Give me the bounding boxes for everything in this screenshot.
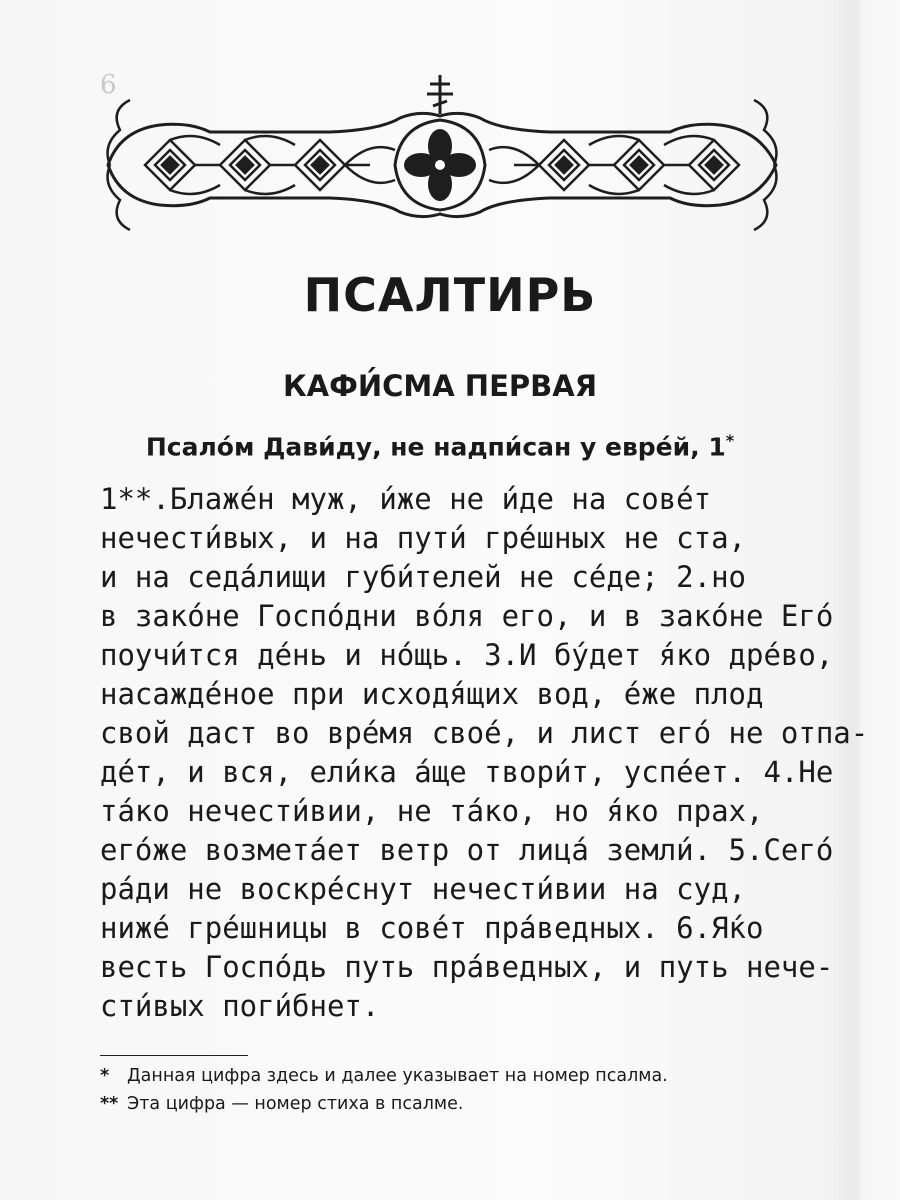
psalm-text [100, 480, 869, 1026]
verse-line: де́т, и вся, ели́ка а́ще твори́т, успе́ет. 4.Не [100, 755, 834, 789]
footnotes [100, 1062, 800, 1118]
psalm-heading-text: Псало́м Дави́ду, не надпи́сан у евре́й, 1 [145, 432, 726, 462]
psalm-footnote-mark: * [725, 431, 735, 450]
verse-line: ра́ди не воскре́снут нечести́вии на суд, [100, 872, 747, 906]
psalm-heading [0, 431, 880, 461]
footnote-separator [100, 1055, 248, 1056]
verse-line: и на седа́лищи губи́телей не се́де; 2.но [100, 560, 747, 594]
verse-line: весть Госпо́дь путь пра́ведных, и путь нече- [100, 950, 834, 984]
footnote-text: Данная цифра здесь и далее указывает на номер псалма. [127, 1066, 668, 1086]
footnote [100, 1090, 800, 1118]
verse-line: нечести́вых, и на пути́ гре́шных не ста, [100, 521, 747, 555]
kathisma-heading: КАФИ́СМА ПЕРВАЯ [282, 369, 598, 403]
footnote [100, 1062, 800, 1090]
verse-line: ниже́ гре́шницы в сове́т пра́ведных. 6.Я́ко [100, 911, 764, 945]
verse-line: его́же возмета́ет ветр от лица́ земли́. 5.Сего́ [100, 833, 834, 867]
verse-line: поучи́тся де́нь и но́щь. 3.И бу́дет я́ко дре́во, [100, 638, 834, 672]
verse-line: насажде́ное при исходя́щих вод, е́же плод [100, 677, 764, 711]
verse-line: сти́вых поги́бнет. [100, 989, 380, 1023]
verse-line: свой даст во вре́мя свое́, и лист его́ не отпа- [100, 716, 869, 750]
footnote-text: Эта цифра — номер стиха в псалме. [127, 1094, 464, 1114]
footnote-mark: ** [100, 1094, 119, 1114]
verse-line: 1**.Блаже́н муж, и́же не и́де на сове́т [100, 482, 712, 516]
page-number: 6 [100, 70, 117, 100]
verse-line: та́ко нечести́вии, не та́ко, но я́ко прах, [100, 794, 764, 828]
book-title: ПСАЛТИРЬ [303, 268, 597, 322]
cross-icon [427, 75, 453, 114]
footnote-mark: * [100, 1066, 110, 1086]
verse-line: в зако́не Госпо́дни во́ля его, и в зако́не Его́ [100, 599, 834, 633]
ornamental-headpiece [100, 70, 784, 240]
